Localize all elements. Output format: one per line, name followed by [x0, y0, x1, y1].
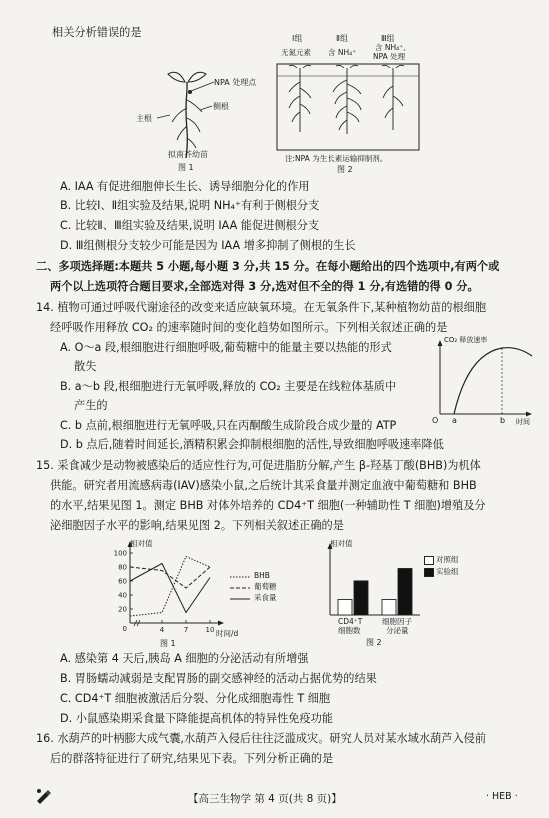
legend-experiment-swatch	[424, 568, 434, 577]
q15-stem-4: 泌细胞因子水平的影响,结果见图 2。下列相关叙述正确的是	[50, 519, 344, 532]
pen-logo-icon	[34, 786, 54, 806]
legend-glucose: 葡萄糖	[254, 582, 277, 591]
q14-graph-origin: O	[432, 416, 439, 425]
group-1-condition: 无氮元素	[281, 48, 311, 57]
bar-experiment	[398, 569, 412, 616]
q14-graph-svg	[428, 334, 540, 426]
footer-page-info: 【高三生物学 第 4 页(共 8 页)】	[188, 793, 342, 805]
q15-stem-3: 的水平,结果见图 1。测定 BHB 对体外培养的 CD4⁺T 细胞(一种辅助性 T 细胞)增殖及分	[50, 499, 486, 512]
q14-option-c: C. b 点前,根细胞进行无氧呼吸,只在丙酮酸生成阶段合成少量的 ATP	[60, 419, 397, 432]
q14-option-a-1: A. O～a 段,根细胞进行细胞呼吸,葡萄糖中的能量主要以热能的形式	[60, 341, 392, 354]
q15-option-a: A. 感染第 4 天后,胰岛 A 细胞的分泌活动有所增强	[60, 652, 309, 665]
group-2-name: Ⅱ组	[336, 34, 348, 43]
chart-1-xtick-label: 7	[183, 626, 189, 634]
group-3-condition: 含 NH₄⁺、	[375, 43, 411, 52]
footer-code: · HEB ·	[486, 791, 518, 802]
q14-option-d: D. b 点后,随着时间延长,酒精积累会抑制根细胞的活性,导致细胞呼吸速率降低	[60, 438, 444, 451]
section-2-header	[36, 259, 499, 275]
q15-chart-1	[100, 535, 300, 650]
figure-2-groups	[275, 34, 425, 174]
chart-2-category-2: 细胞因子	[382, 617, 412, 626]
section-2-title: 二、多项选择题:本题共 5 小题,每小题 3 分,共 15 分。	[36, 260, 317, 273]
chart-2-category-2b: 分泌量	[386, 626, 409, 635]
chart-2-ylabel: 相对值	[330, 539, 353, 548]
figure-1-caption: 图 1	[178, 163, 194, 172]
section-2-text-2: 两个以上选项符合题目要求,全部选对得 3 分,选对但不全的得 1 分,有选错的得 0 分。	[50, 280, 479, 293]
q15-option-d: D. 小鼠感染期采食量下降能提高机体的特异性免疫功能	[60, 712, 334, 725]
chart-2-category-1b: 细胞数	[338, 626, 361, 635]
chart-1-x-arrow	[218, 621, 224, 626]
chart-1-ylabel: 相对值	[130, 539, 153, 548]
q14-option-b-1: B. a～b 段,根细胞进行无氧呼吸,释放的 CO₂ 主要是在线粒体基质中	[60, 380, 397, 393]
group-2-condition: 含 NH₄⁺	[328, 48, 357, 57]
q14-option-a-2: 散失	[74, 360, 97, 373]
series-line-bhb	[130, 557, 210, 617]
figure-2-note: 注:NPA 为生长素运输抑制剂。	[285, 154, 388, 163]
group-3-condition-2: NPA 处理	[373, 52, 406, 61]
q14-graph-point-b: b	[500, 416, 506, 425]
chart-1-ticks	[114, 550, 215, 635]
q14-stem-1: 14. 植物可通过呼吸代谢途径的改变来适应缺氧环境。在无氧条件下,某种植物幼苗的根细胞	[36, 301, 487, 314]
q13-option-b: B. 比较Ⅰ、Ⅱ组实验及结果,说明 NH₄⁺有利于侧根分支	[60, 199, 320, 212]
figure-1-seedling	[130, 60, 270, 175]
bar-experiment	[354, 581, 368, 615]
chart-1-ytick-label: 80	[118, 563, 127, 572]
q14-stem-2: 经呼吸作用释放 CO₂ 的速率随时间的变化趋势如图所示。下列相关叙述正确的是	[50, 321, 448, 334]
legend-experiment: 实验组	[436, 567, 459, 576]
group-1-name: Ⅰ组	[292, 34, 303, 43]
bar-control	[338, 600, 352, 616]
q13-option-c: C. 比较Ⅱ、Ⅲ组实验及结果,说明 IAA 能促进侧根分支	[60, 219, 320, 232]
npa-point-label: NPA 处理点	[214, 78, 257, 87]
main-root-label: 主根	[136, 114, 152, 123]
q15-option-c: C. CD4⁺T 细胞被激活后分裂、分化成细胞毒性 T 细胞	[60, 692, 331, 705]
chart-1-ytick-label: 100	[113, 549, 127, 558]
q13-option-d: D. Ⅲ组侧根分支较少可能是因为 IAA 增多抑制了侧根的生长	[60, 239, 356, 252]
q14-graph-xlabel: 时间	[516, 418, 530, 426]
legend-bhb: BHB	[254, 571, 270, 580]
chart-1-xtick-label: 4	[159, 626, 165, 634]
series-line-glucose	[130, 567, 210, 588]
chart-1-origin-label: 0	[122, 625, 127, 633]
chart-2-category-1: CD4⁺T	[338, 617, 363, 626]
legend-control: 对照组	[436, 555, 459, 564]
lateral-root-label: 侧根	[213, 102, 229, 111]
chart-1-ytick-label: 20	[118, 605, 127, 614]
q14-graph-point-a: a	[452, 416, 457, 425]
q15-chart-2	[316, 535, 486, 650]
q14-graph	[428, 334, 540, 426]
seedling-label: 拟南芥幼苗	[168, 150, 208, 159]
q14-graph-ylabel: CO₂ 释放速率	[444, 336, 488, 344]
bar-control	[382, 600, 396, 616]
group-3-name: Ⅲ组	[381, 34, 395, 43]
question-intro: 相关分析错误的是	[52, 26, 142, 39]
chart-1-xlabel: 时间/d	[216, 629, 239, 638]
chart-2-bars	[338, 569, 412, 616]
q15-stem-1: 15. 采食减少是动物被感染后的适应性行为,可促进脂肪分解,产生 β-羟基丁酸(BHB)为机体	[36, 459, 481, 472]
q14-option-b-2: 产生的	[74, 399, 108, 412]
q16-stem-1: 16. 水葫芦的叶柄膨大成气囊,水葫芦入侵后往往泛滥成灾。研究人员对某水域水葫芦入侵前	[36, 732, 487, 745]
figure-2-caption: 图 2	[337, 165, 353, 174]
chart-1-series	[130, 557, 210, 617]
legend-food-intake: 采食量	[254, 593, 277, 602]
q13-option-a: A. IAA 有促进细胞伸长生长、诱导细胞分化的作用	[60, 180, 310, 193]
chart-1-axes	[128, 541, 225, 626]
section-2-text-1: 在每小题给出的四个选项中,有两个或	[316, 260, 500, 273]
q16-stem-2: 后的群落特征进行了研究,结果见下表。下列分析正确的是	[50, 752, 334, 765]
q15-stem-2: 供能。研究者用流感病毒(IAV)感染小鼠,之后统计其采食量并测定血液中葡萄糖和 BHB	[50, 479, 477, 492]
chart-1-ytick-label: 40	[118, 591, 127, 600]
chart-1-ytick-label: 60	[118, 577, 127, 586]
chart-2-caption: 图 2	[366, 638, 382, 647]
series-line-food-intake	[130, 564, 210, 613]
chart-1-xtick-label: 10	[205, 626, 215, 634]
legend-control-swatch	[424, 556, 434, 565]
q15-option-b: B. 胃肠蠕动减弱是支配胃肠的副交感神经的活动占据优势的结果	[60, 672, 377, 685]
chart-1-caption: 图 1	[160, 639, 176, 648]
groups-root-drawing	[275, 62, 425, 162]
